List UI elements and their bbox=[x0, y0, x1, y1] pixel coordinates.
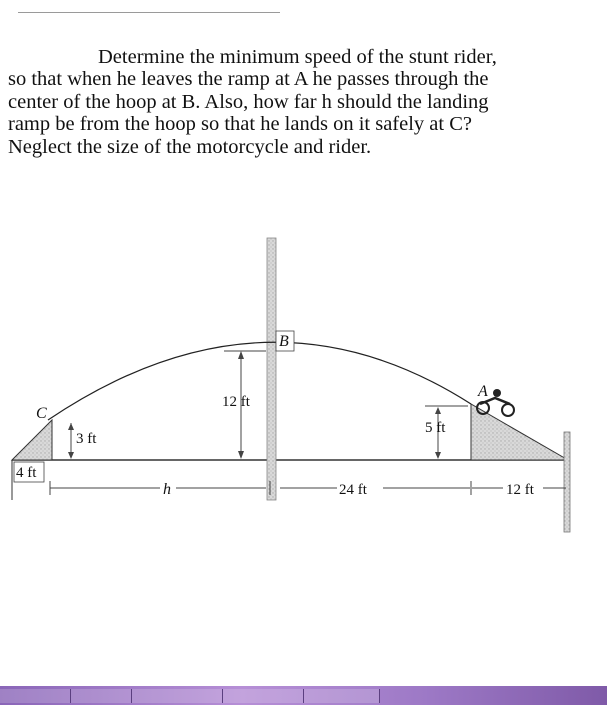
label-3ft: 3 ft bbox=[76, 431, 97, 447]
top-rule bbox=[18, 12, 280, 13]
label-5ft: 5 ft bbox=[425, 420, 446, 436]
landing-ramp bbox=[12, 420, 52, 460]
label-4ft: 4 ft bbox=[16, 465, 37, 481]
trajectory-curve bbox=[48, 342, 471, 420]
stunt-figure bbox=[0, 200, 607, 540]
problem-statement bbox=[8, 46, 564, 158]
taskbar-button[interactable] bbox=[304, 689, 380, 703]
label-h: h bbox=[163, 481, 171, 498]
point-label-b: B bbox=[279, 333, 289, 350]
label-24ft: 24 ft bbox=[339, 482, 367, 498]
taskbar-button[interactable] bbox=[71, 689, 132, 703]
point-label-c: C bbox=[36, 405, 47, 422]
label-12ft-ramp: 12 ft bbox=[506, 482, 534, 498]
problem-line-5: Neglect the size of the motorcycle and rider. bbox=[8, 135, 372, 158]
label-12ft: 12 ft bbox=[222, 394, 250, 410]
point-label-a: A bbox=[478, 383, 488, 400]
problem-line-4: ramp be from the hoop so that he lands on it safely at C? bbox=[8, 113, 472, 136]
problem-line-1: Determine the minimum speed of the stunt rider, bbox=[98, 46, 497, 68]
hoop-pole bbox=[267, 238, 276, 500]
taskbar-strip bbox=[0, 686, 607, 705]
problem-line-3: center of the hoop at B. Also, how far h should the landing bbox=[8, 90, 489, 113]
taskbar-button[interactable] bbox=[132, 689, 223, 703]
problem-line-2: so that when he leaves the ramp at A he passes through the bbox=[8, 68, 489, 91]
ramp-post bbox=[564, 432, 570, 532]
taskbar-button[interactable] bbox=[223, 689, 304, 703]
taskbar-button[interactable] bbox=[0, 689, 71, 703]
